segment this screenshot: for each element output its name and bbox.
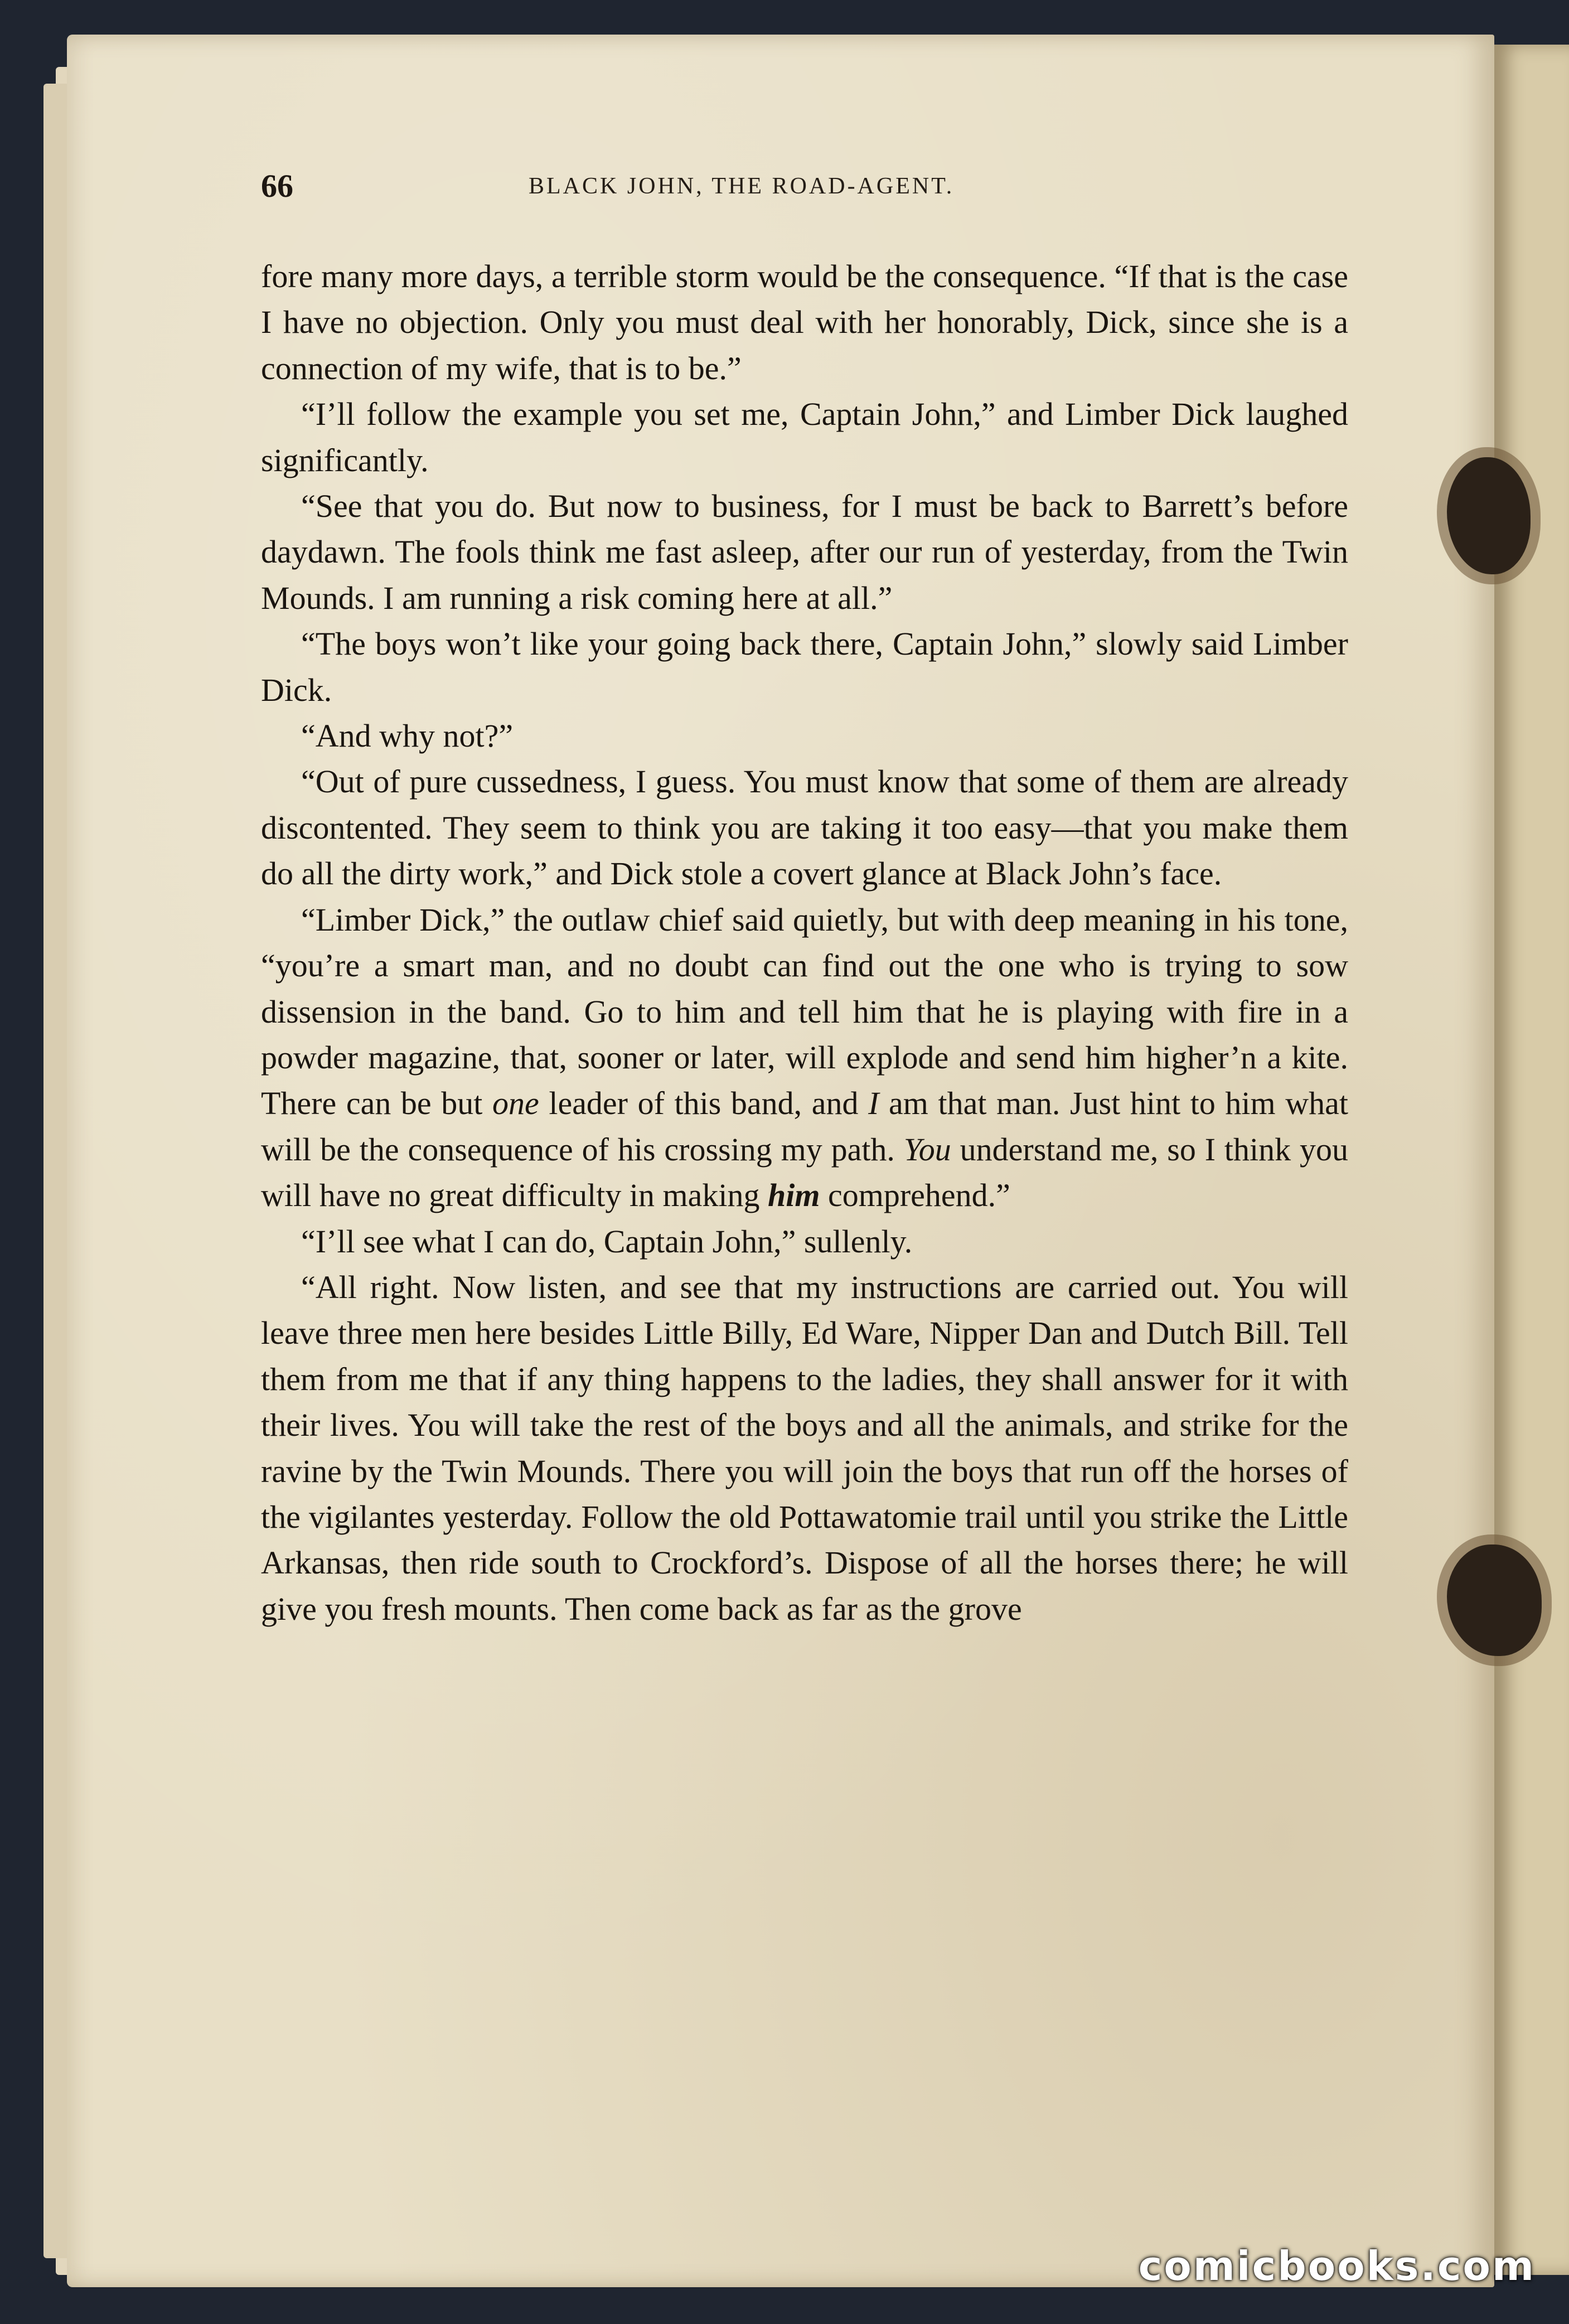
paragraph: “See that you do. But now to business, for I must be back to Barrett’s before daydawn. The fools think me fast asleep, after our run of yesterday, from the Twin Mounds. I am running a risk coming here at all.”: [261, 488, 1348, 616]
watermark: comicbooks.com: [1138, 2243, 1536, 2289]
body-text: [261, 254, 1348, 2110]
paragraph: “And why not?”: [301, 718, 514, 754]
paragraph: “I’ll see what I can do, Captain John,” sullenly.: [301, 1223, 913, 1260]
paragraph: “Out of pure cussedness, I guess. You must know that some of them are already discontented. They seem to think you are taking it too easy—that you make them do all the dirty work,” and Dick stole a covert glance at Black John’s face.: [261, 763, 1348, 892]
paragraph: “The boys won’t like your going back there, Captain John,” slowly said Limber Dick.: [261, 626, 1348, 708]
running-head: BLACK JOHN, THE ROAD-AGENT.: [529, 173, 955, 199]
page-header: [261, 167, 1348, 212]
paragraph: “I’ll follow the example you set me, Captain John,” and Limber Dick laughed significantly.: [261, 396, 1348, 478]
page-number: 66: [261, 168, 293, 204]
facing-page-edge: [1494, 45, 1569, 2275]
paragraph: “All right. Now listen, and see that my instructions are carried out. You will leave three men here besides Little Billy, Ed Ware, Nipper Dan and Dutch Bill. Tell them from me that if any thing happens to the ladies, they shall answer for it with their lives. You will take the rest of the boys and all the animals, and strike for the ravine by the Twin Mounds. There you will join the boys that run off the horses of the vigilantes yesterday. Follow the old Pottawatomie trail until you strike the Little Arkansas, then ride south to Crockford’s. Dispose of all the horses there; he will give you fresh mounts. Then come back as far as the grove: [261, 1268, 1348, 1627]
paragraph: “Limber Dick,” the outlaw chief said quietly, but with deep meaning in his tone, “you’re a smart man, and no doubt can find out the one who is trying to sow dissension in the band. Go to him and tell him that he is playing with fire in a powder magazine, that, sooner or later, will explode and send him higher’n a kite. There can be but one leader of this band, and I am that man. Just hint to him what will be the consequence of his crossing my path. You understand me, so I think you will have no great difficulty in making him comprehend.”: [261, 901, 1349, 1214]
paragraph: fore many more days, a terrible storm would be the consequence. “If that is the case I have no objection. Only you must deal with her honorably, Dick, since she is a connection of my wife, that is to be.”: [261, 258, 1348, 386]
